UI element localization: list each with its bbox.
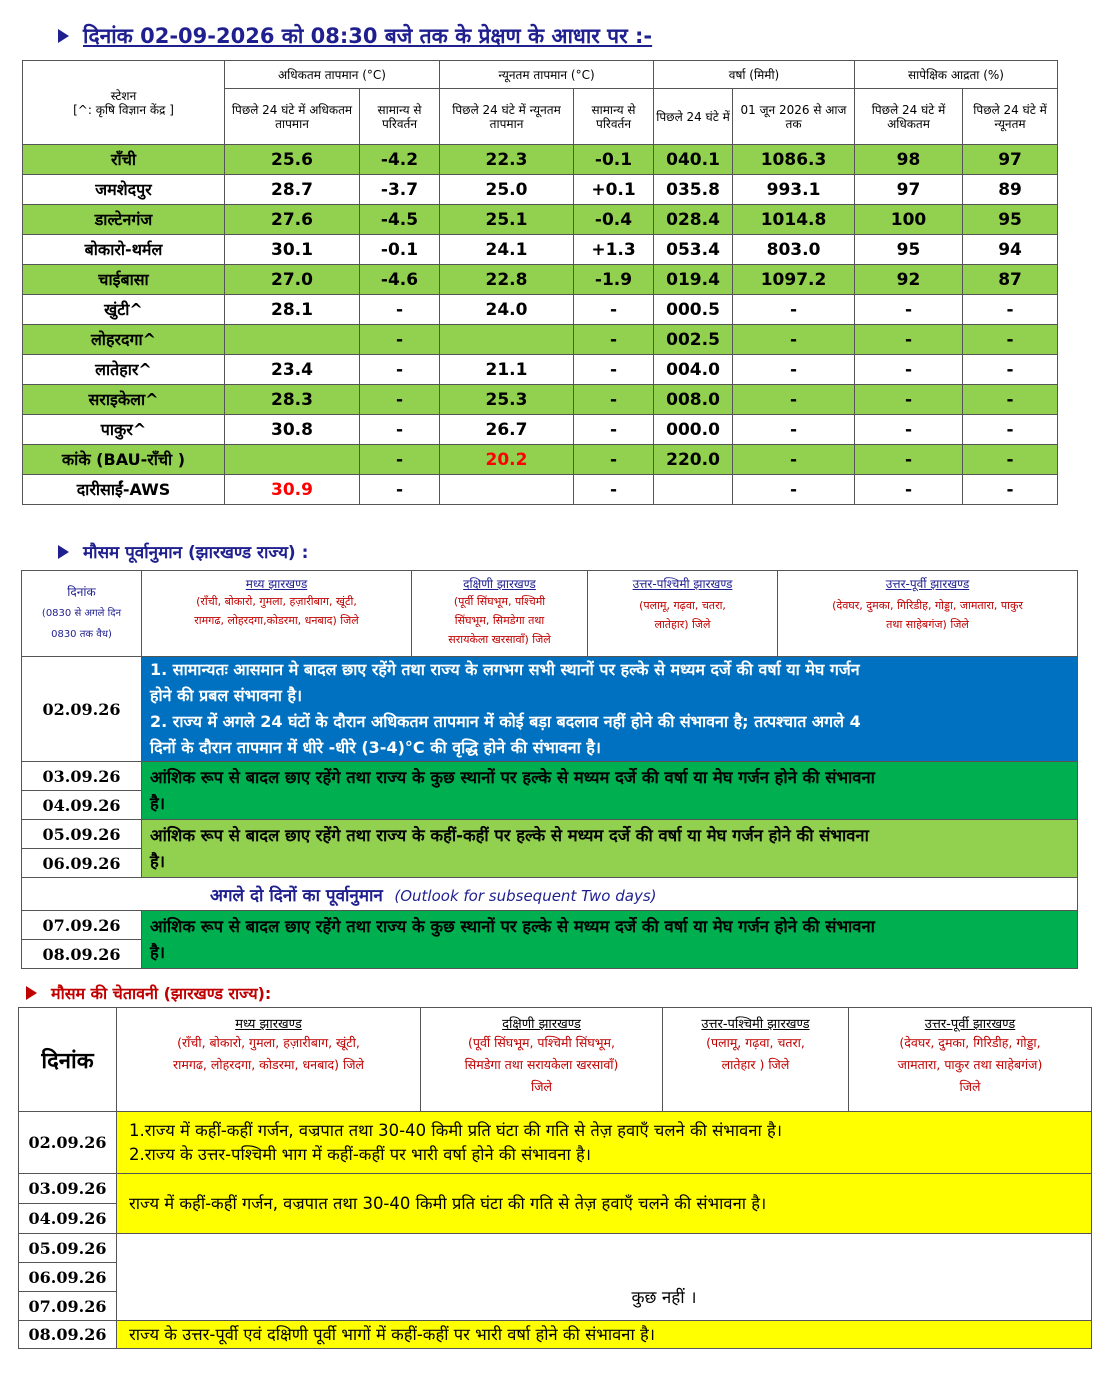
station-name: लातेहार^	[23, 355, 225, 385]
warning-date: 02.09.26	[19, 1112, 117, 1174]
humidity-max: 98	[855, 145, 963, 175]
forecast-date: 07.09.26	[22, 911, 142, 940]
observation-heading	[58, 22, 652, 50]
arrow-bullet-icon	[58, 29, 69, 43]
warning-date: 08.09.26	[19, 1321, 117, 1349]
region-districts: (राँची, बोकारो, गुमला, हज़ारीबाग, खूंटी,	[177, 1035, 360, 1050]
warning-heading	[26, 982, 271, 1004]
station-name: बोकारो-थर्मल	[23, 235, 225, 265]
min-temp-value: 21.1	[440, 355, 574, 385]
warning-text-none	[117, 1234, 1092, 1321]
min-temp-departure: -	[574, 445, 654, 475]
warning-line: राज्य के उत्तर-पूर्वी एवं दक्षिणी पूर्वी भागों में कहीं-कहीं पर भारी वर्षा होने की संभावना है।	[129, 1324, 655, 1344]
rainfall-season: 1086.3	[733, 145, 855, 175]
forecast-heading-text: मौसम पूर्वानुमान (झारखण्ड राज्य) :	[83, 543, 309, 563]
max-temp-value: 28.3	[225, 385, 360, 415]
forecast-line: 2. राज्य में अगले 24 घंटों के दौरान अधिकतम तापमान में कोई बड़ा बदलाव नहीं होने की संभावना है; तत्पश्चात अगले 4	[150, 712, 861, 731]
warning-date: 05.09.26	[19, 1234, 117, 1263]
station-name: दारीसाईं-AWS	[23, 475, 225, 505]
forecast-line: है।	[150, 851, 166, 871]
warning-date-header: दिनांक	[19, 1008, 117, 1112]
min-temp-departure: -	[574, 415, 654, 445]
min-temp-departure: -0.4	[574, 205, 654, 235]
warning-none-text: कुछ नहीं ।	[631, 1288, 697, 1308]
max-temp-departure: -4.6	[360, 265, 440, 295]
max-temp-departure: -4.5	[360, 205, 440, 235]
rainfall-season: -	[733, 475, 855, 505]
region-title: मध्य झारखण्ड	[235, 1017, 302, 1032]
min-temp-value	[440, 475, 574, 505]
rainfall-24h: 002.5	[654, 325, 733, 355]
station-name: लोहरदगा^	[23, 325, 225, 355]
max-temp-departure: -4.2	[360, 145, 440, 175]
min-temp-value	[440, 325, 574, 355]
humidity-max: -	[855, 445, 963, 475]
humidity-min: -	[963, 355, 1058, 385]
max-temp-value	[225, 325, 360, 355]
warning-text-day4	[117, 1321, 1092, 1349]
humidity-max: -	[855, 325, 963, 355]
rainfall-season: 803.0	[733, 235, 855, 265]
min-temp-departure: +1.3	[574, 235, 654, 265]
humidity-max: 92	[855, 265, 963, 295]
region-title: मध्य झारखण्ड	[245, 577, 308, 591]
forecast-date-header	[22, 571, 142, 657]
region-districts: (देवघर, दुमका, गिरिडीह, गोड्डा, जामतारा, पाकुर	[832, 599, 1023, 612]
max-temp-departure: -	[360, 325, 440, 355]
forecast-heading	[58, 540, 308, 563]
region-title: उत्तर-पश्चिमी झारखण्ड	[632, 577, 733, 591]
max-temp-value	[225, 445, 360, 475]
min-temp-value: 24.1	[440, 235, 574, 265]
region-districts: तथा साहेबगंज) जिले	[886, 618, 969, 631]
forecast-date-header-valid2: 0830 तक वैध)	[51, 629, 112, 640]
forecast-text-day2	[142, 762, 1078, 820]
subheader-rh-min: पिछले 24 घंटे में न्यूनतम	[963, 89, 1058, 145]
forecast-region-northwest	[588, 571, 778, 657]
warning-text-day2	[117, 1174, 1092, 1234]
warning-date: 03.09.26	[19, 1174, 117, 1204]
humidity-max: -	[855, 475, 963, 505]
region-districts: सिमडेगा तथा सरायकेला खरसावाँ)	[464, 1057, 619, 1072]
rainfall-24h: 040.1	[654, 145, 733, 175]
region-title: उत्तर-पूर्वी झारखण्ड	[885, 577, 970, 591]
rainfall-season: -	[733, 415, 855, 445]
station-row	[23, 265, 1058, 295]
min-temp-value: 20.2	[440, 445, 574, 475]
subheader-rain-season: 01 जून 2026 से आज तक	[733, 89, 855, 145]
humidity-max: -	[855, 415, 963, 445]
forecast-line: होने की प्रबल संभावना है।	[150, 686, 303, 705]
subheader-rh-max: पिछले 24 घंटे में अधिकतम	[855, 89, 963, 145]
forecast-line: आंशिक रूप से बादल छाए रहेंगे तथा राज्य के कुछ स्थानों पर हल्के से मध्यम दर्जे की वर्षा या मेघ गर्जन होने की संभावना	[150, 916, 875, 936]
arrow-bullet-icon	[26, 986, 37, 1000]
min-temp-departure: +0.1	[574, 175, 654, 205]
region-title: उत्तर-पश्चिमी झारखण्ड	[701, 1017, 810, 1032]
subheader-min-24h: पिछले 24 घंटे में न्यूनतम तापमान	[440, 89, 574, 145]
rainfall-season: -	[733, 445, 855, 475]
warning-line: 1.राज्य में कहीं-कहीं गर्जन, वज्रपात तथा 30-40 किमी प्रति घंटा की गति से तेज़ हवाएँ चलने की संभावना है।	[129, 1120, 783, 1140]
max-temp-value: 25.6	[225, 145, 360, 175]
subheader-max-24h: पिछले 24 घंटे में अधिकतम तापमान	[225, 89, 360, 145]
region-districts: लातेहार ) जिले	[721, 1057, 790, 1072]
warning-date: 04.09.26	[19, 1204, 117, 1234]
rainfall-season: 1097.2	[733, 265, 855, 295]
station-row	[23, 415, 1058, 445]
humidity-min: -	[963, 385, 1058, 415]
station-row	[23, 385, 1058, 415]
forecast-text-day3	[142, 820, 1078, 878]
max-temp-departure: -	[360, 475, 440, 505]
humidity-max: -	[855, 385, 963, 415]
station-name: पाकुर^	[23, 415, 225, 445]
rainfall-24h: 004.0	[654, 355, 733, 385]
max-temp-departure: -	[360, 355, 440, 385]
min-temp-departure: -	[574, 475, 654, 505]
warning-heading-text: मौसम की चेतावनी (झारखण्ड राज्य):	[51, 984, 272, 1003]
humidity-min: -	[963, 415, 1058, 445]
rainfall-season: -	[733, 355, 855, 385]
forecast-line: दिनों के दौरान तापमान में धीरे -धीरे (3-4)°C की वृद्धि होने की संभावना है।	[150, 738, 601, 757]
region-districts: जिले	[959, 1079, 981, 1094]
observation-table	[22, 60, 1058, 505]
warning-line: 2.राज्य के उत्तर-पश्चिमी भाग में कहीं-कहीं पर भारी वर्षा होने की संभावना है।	[129, 1144, 591, 1164]
max-temp-departure: -	[360, 415, 440, 445]
min-temp-value: 25.0	[440, 175, 574, 205]
rainfall-season: -	[733, 325, 855, 355]
outlook-title: अगले दो दिनों का पूर्वानुमान	[210, 885, 383, 906]
rainfall-season: 993.1	[733, 175, 855, 205]
region-districts: रामगढ, लोहरदगा,कोडरमा, धनबाद) जिले	[194, 614, 359, 627]
observation-heading-text: दिनांक 02-09-2026 को 08:30 बजे तक के प्रेक्षण के आधार पर :-	[83, 24, 653, 48]
humidity-min: 97	[963, 145, 1058, 175]
warning-region-central	[117, 1008, 421, 1112]
warning-region-south	[421, 1008, 663, 1112]
station-name: जमशेदपुर	[23, 175, 225, 205]
station-header	[23, 61, 225, 145]
station-row	[23, 295, 1058, 325]
max-temp-value: 27.6	[225, 205, 360, 235]
warning-date: 07.09.26	[19, 1292, 117, 1321]
forecast-date: 04.09.26	[22, 791, 142, 820]
min-temp-departure: -	[574, 355, 654, 385]
min-temp-value: 22.8	[440, 265, 574, 295]
region-districts: लातेहार) जिले	[654, 618, 711, 631]
region-districts: जामतारा, पाकुर तथा साहेबगंज)	[897, 1057, 1043, 1072]
warning-line: राज्य में कहीं-कहीं गर्जन, वज्रपात तथा 30-40 किमी प्रति घंटा की गति से तेज़ हवाएँ चलने की संभावना है।	[129, 1193, 767, 1213]
max-temp-value: 28.7	[225, 175, 360, 205]
forecast-date-header-valid: (0830 से अगले दिन	[41, 608, 122, 619]
rainfall-24h: 008.0	[654, 385, 733, 415]
humidity-min: 89	[963, 175, 1058, 205]
min-temp-departure: -	[574, 295, 654, 325]
warning-table	[18, 1007, 1092, 1349]
station-name: खुंटी^	[23, 295, 225, 325]
rainfall-24h: 035.8	[654, 175, 733, 205]
forecast-region-central	[142, 571, 412, 657]
min-temp-header: न्यूनतम तापमान (°C)	[440, 61, 654, 89]
rainfall-season: -	[733, 385, 855, 415]
min-temp-departure: -	[574, 325, 654, 355]
humidity-max: 95	[855, 235, 963, 265]
region-districts: (पलामू, गढ़वा, चतरा,	[639, 599, 726, 612]
forecast-line: आंशिक रूप से बादल छाए रहेंगे तथा राज्य के कहीं-कहीं पर हल्के से मध्यम दर्जे की वर्षा या मेघ गर्जन होने की संभावना	[150, 825, 869, 845]
station-name: सराइकेला^	[23, 385, 225, 415]
forecast-line: आंशिक रूप से बादल छाए रहेंगे तथा राज्य के कुछ स्थानों पर हल्के से मध्यम दर्जे की वर्षा या मेघ गर्जन होने की संभावना	[150, 767, 875, 787]
warning-region-northwest	[663, 1008, 849, 1112]
rainfall-season: 1014.8	[733, 205, 855, 235]
min-temp-value: 26.7	[440, 415, 574, 445]
station-row	[23, 205, 1058, 235]
warning-text-day1	[117, 1112, 1092, 1174]
forecast-date: 03.09.26	[22, 762, 142, 791]
forecast-line: है।	[150, 942, 166, 962]
rainfall-24h	[654, 475, 733, 505]
region-title: उत्तर-पूर्वी झारखण्ड	[924, 1017, 1016, 1032]
arrow-bullet-icon	[58, 545, 69, 559]
region-districts: (पूर्वी सिंघभूम, पश्चिमी	[453, 595, 546, 608]
humidity-min: -	[963, 475, 1058, 505]
min-temp-value: 22.3	[440, 145, 574, 175]
humidity-max: -	[855, 295, 963, 325]
min-temp-departure: -1.9	[574, 265, 654, 295]
region-districts: सरायकेला खरसावाँ) जिले	[448, 633, 551, 646]
max-temp-value: 27.0	[225, 265, 360, 295]
station-row	[23, 475, 1058, 505]
min-temp-value: 25.3	[440, 385, 574, 415]
rainfall-header: वर्षा (मिमी)	[654, 61, 855, 89]
max-temp-value: 30.9	[225, 475, 360, 505]
rainfall-24h: 053.4	[654, 235, 733, 265]
region-districts: सिंघभूम, सिमडेगा तथा	[454, 614, 545, 627]
station-name: डाल्टेनगंज	[23, 205, 225, 235]
region-title: दक्षिणी झारखण्ड	[463, 577, 536, 591]
station-header-note: [^: कृषि विज्ञान केंद्र ]	[73, 102, 174, 117]
outlook-header	[22, 878, 1078, 911]
rainfall-24h: 000.5	[654, 295, 733, 325]
forecast-date-header-label: दिनांक	[67, 585, 96, 599]
max-temp-value: 23.4	[225, 355, 360, 385]
forecast-line: है।	[150, 793, 166, 813]
forecast-text-day1	[142, 657, 1078, 762]
region-districts: जिले	[531, 1079, 552, 1094]
subheader-max-departure: सामान्य से परिवर्तन	[360, 89, 440, 145]
region-districts: रामगढ, लोहरदगा, कोडरमा, धनबाद) जिले	[173, 1057, 364, 1072]
max-temp-value: 28.1	[225, 295, 360, 325]
forecast-table	[21, 570, 1078, 969]
max-temp-departure: -	[360, 385, 440, 415]
rainfall-24h: 000.0	[654, 415, 733, 445]
region-title: दक्षिणी झारखण्ड	[502, 1017, 581, 1032]
station-header-label: स्टेशन	[110, 88, 137, 103]
station-row	[23, 235, 1058, 265]
max-temp-value: 30.8	[225, 415, 360, 445]
humidity-min: 94	[963, 235, 1058, 265]
forecast-date: 06.09.26	[22, 849, 142, 878]
max-temp-departure: -3.7	[360, 175, 440, 205]
station-row	[23, 175, 1058, 205]
min-temp-value: 25.1	[440, 205, 574, 235]
humidity-min: -	[963, 445, 1058, 475]
region-districts: (पूर्वी सिंघभूम, पश्चिमी सिंघभूम,	[467, 1035, 615, 1050]
max-temp-header: अधिकतम तापमान (°C)	[225, 61, 440, 89]
humidity-max: 97	[855, 175, 963, 205]
max-temp-departure: -	[360, 295, 440, 325]
min-temp-departure: -	[574, 385, 654, 415]
region-districts: (राँची, बोकारो, गुमला, हज़ारीबाग, खूंटी,	[196, 595, 357, 608]
rainfall-24h: 019.4	[654, 265, 733, 295]
forecast-region-northeast	[778, 571, 1078, 657]
subheader-rain-24h: पिछले 24 घंटे में	[654, 89, 733, 145]
min-temp-value: 24.0	[440, 295, 574, 325]
humidity-header: सापेक्षिक आद्रता (%)	[855, 61, 1058, 89]
humidity-max: 100	[855, 205, 963, 235]
station-row	[23, 445, 1058, 475]
max-temp-value: 30.1	[225, 235, 360, 265]
humidity-min: -	[963, 295, 1058, 325]
forecast-date: 05.09.26	[22, 820, 142, 849]
outlook-title-en: (Outlook for subsequent Two days)	[394, 886, 657, 905]
humidity-min: 87	[963, 265, 1058, 295]
rainfall-season: -	[733, 295, 855, 325]
warning-region-northeast	[849, 1008, 1092, 1112]
station-row	[23, 145, 1058, 175]
region-districts: (देवघर, दुमका, गिरिडीह, गोड्डा,	[899, 1035, 1041, 1050]
subheader-min-departure: सामान्य से परिवर्तन	[574, 89, 654, 145]
warning-date: 06.09.26	[19, 1263, 117, 1292]
humidity-min: 95	[963, 205, 1058, 235]
max-temp-departure: -	[360, 445, 440, 475]
station-name: राँची	[23, 145, 225, 175]
rainfall-24h: 220.0	[654, 445, 733, 475]
humidity-max: -	[855, 355, 963, 385]
forecast-date: 02.09.26	[22, 657, 142, 762]
station-name: कांके (BAU-राँची )	[23, 445, 225, 475]
humidity-min: -	[963, 325, 1058, 355]
station-row	[23, 325, 1058, 355]
forecast-region-south	[412, 571, 588, 657]
forecast-text-day4	[142, 911, 1078, 969]
rainfall-24h: 028.4	[654, 205, 733, 235]
station-name: चाईबासा	[23, 265, 225, 295]
forecast-line: 1. सामान्यतः आसमान मे बादल छाए रहेंगे तथा राज्य के लगभग सभी स्थानों पर हल्के से मध्यम दर्जे की वर्षा या मेघ गर्जन	[150, 660, 860, 679]
forecast-date: 08.09.26	[22, 940, 142, 969]
region-districts: (पलामू, गढ़वा, चतरा,	[706, 1035, 805, 1050]
min-temp-departure: -0.1	[574, 145, 654, 175]
max-temp-departure: -0.1	[360, 235, 440, 265]
station-row	[23, 355, 1058, 385]
